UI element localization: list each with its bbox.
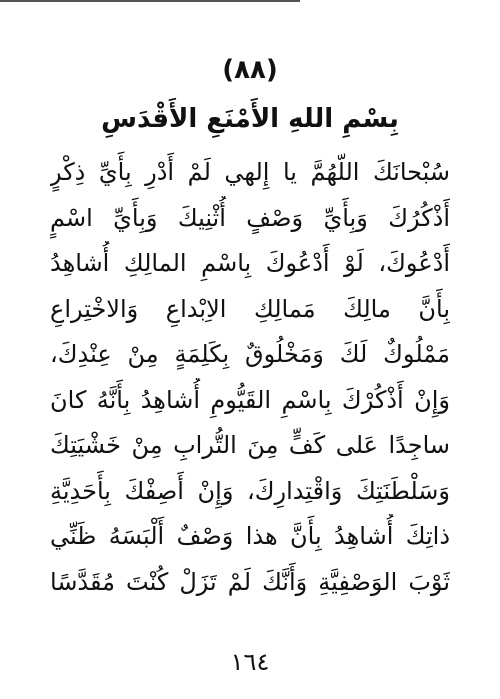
text-line: ساجِدًا عَلى كَفٍّ مِنَ التُّرابِ مِنْ خَشْيَتِكَ bbox=[50, 431, 450, 459]
text-line: أَدْعُوكَ، لَوْ أَدْعُوكَ بِاسْمِ المالِكِ أُشاهِدُ bbox=[50, 249, 450, 277]
prayer-text bbox=[50, 150, 450, 605]
prayer-number: (٨٨) bbox=[222, 55, 278, 85]
text-line: وَإِنْ أَذْكُرْكَ بِاسْمِ القَيُّومِ أُشاهِدُ بِأَنَّهُ كانَ bbox=[50, 385, 450, 414]
invocation-heading: بِسْمِ اللهِ الأَمْنَعِ الأَقْدَسِ bbox=[101, 104, 399, 134]
text-line: ثَوْبَ الوَصْفِيَّةِ وَأَنَّكَ لَمْ تَزَلْ كُنْتَ مُقَدَّسًا bbox=[50, 567, 450, 596]
text-line: أَذْكُرُكَ وَبِأَيِّ وَصْفٍ أُثْنِيكَ وَبِأَيِّ اسْمٍ bbox=[50, 203, 450, 232]
text-line: سُبْحانَكَ اللّهُمَّ يا إِلهي لَمْ أَدْرِ بِأَيِّ ذِكْرٍ bbox=[50, 158, 450, 186]
text-line: ذاتِكَ أُشاهِدُ بِأَنَّ هذا وَصْفٌ أَلْبَسَهُ ظَنِّي bbox=[50, 522, 450, 550]
page-number: ١٦٤ bbox=[230, 648, 270, 676]
text-line: وَسَلْطَنَتِكَ وَاقْتِدارِكَ، وَإِنْ أَصِفْكَ بِأَحَدِيَّةِ bbox=[50, 476, 450, 505]
text-line: مَمْلُوكٌ لَكَ وَمَخْلُوقٌ بِكَلِمَةٍ مِنْ عِنْدِكَ، bbox=[50, 340, 450, 368]
text-line: بِأَنَّ مالِكَ مَمالِكِ الاِبْداعِ وَالاخْتِراعِ bbox=[50, 294, 450, 323]
